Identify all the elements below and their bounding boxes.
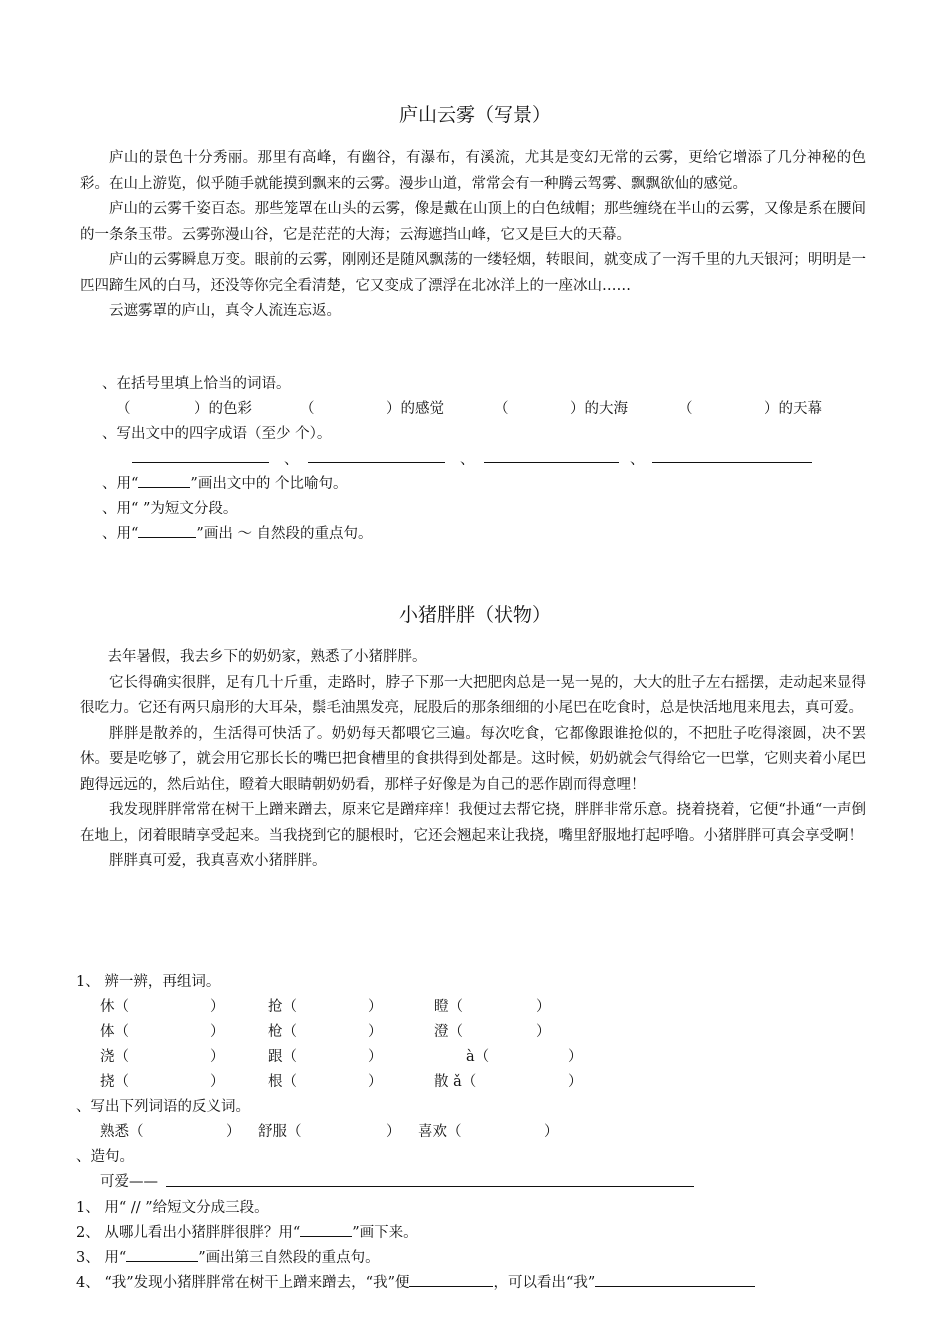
question-text: ”画出文中的 个比喻句。	[190, 476, 348, 492]
fill-item-feeling[interactable]: ）的感觉	[386, 401, 444, 417]
task-text: ”画下来。	[352, 1225, 418, 1241]
antonym-cell[interactable]: 熟悉（	[100, 1124, 144, 1140]
paragraph: 去年暑假，我去乡下的奶奶家，熟悉了小猪胖胖。	[107, 649, 427, 665]
fill-paren-open: （	[116, 401, 131, 417]
task-text: 4、 “我”发现小猪胖胖常在树干上蹭来蹭去，“我”便	[76, 1275, 410, 1291]
char-close: ）	[368, 1049, 383, 1065]
answer-blank[interactable]	[595, 1272, 755, 1287]
question-distinguish: 1、 辨一辨，再组词。	[76, 974, 221, 990]
question-fill-words: 、在括号里填上恰当的词语。	[102, 376, 291, 392]
fill-item-sea[interactable]: ）的大海	[570, 401, 628, 417]
piggy-passage	[80, 645, 866, 875]
underline-sample	[138, 523, 196, 538]
separator: 、	[460, 452, 475, 468]
task-fat-evidence	[76, 1221, 418, 1242]
title-lushan: 庐山云雾（写景）	[398, 104, 551, 126]
antonym-cell[interactable]: 喜欢（	[418, 1124, 462, 1140]
idiom-answer-line[interactable]	[652, 462, 812, 463]
idiom-answer-line[interactable]	[132, 462, 269, 463]
char-cell[interactable]: 瞪（	[434, 999, 463, 1015]
task-text: ，可以看出“我”	[493, 1275, 596, 1291]
paragraph: 庐山的云雾千姿百态。那些笼罩在山头的云雾，像是戴在山顶上的白色绒帽；那些缠绕在半山的云雾，又像是系在腰间的一条条玉带。云雾弥漫山谷，它是茫茫的大海；云海遮挡山峰，它又是巨大的天幕。	[80, 201, 866, 243]
char-close: ）	[210, 1049, 225, 1065]
question-idioms: 、写出文中的四字成语（至少 个）。	[102, 426, 332, 442]
paragraph: 它长得确实很胖，足有几十斤重，走路时，脖子下那一大把肥肉总是一晃一晃的，大大的肚子左右摇摆，走动起来显得很吃力。它还有两只扇形的大耳朵，鬃毛油黑发亮，屁股后的那条细细的小尾巴在吃食时，总是快活地甩来甩去，真可爱。	[80, 674, 866, 716]
paragraph: 云遮雾罩的庐山，真令人流连忘返。	[109, 303, 341, 319]
char-cell[interactable]: 散 ǎ（	[434, 1074, 477, 1090]
sentence-answer-line[interactable]	[166, 1186, 694, 1187]
underline-sample	[300, 1222, 352, 1237]
question-text: 、用“	[102, 476, 139, 492]
question-text: 、用“	[102, 526, 139, 542]
char-cell[interactable]: à（	[466, 1049, 490, 1065]
fill-paren-open: （	[678, 401, 693, 417]
char-close: ）	[368, 999, 383, 1015]
task-text: 2、 从哪儿看出小猪胖胖很胖？用“	[76, 1225, 301, 1241]
char-cell[interactable]: 浇（	[100, 1049, 129, 1065]
paragraph: 庐山的云雾瞬息万变。眼前的云雾，刚刚还是随风飘荡的一缕轻烟，转眼间，就变成了一泻千里的九天银河；明明是一匹四蹄生风的白马，还没等你完全看清楚，它又变成了漂浮在北冰洋上的一座冰山……	[80, 252, 866, 294]
fill-paren-open: （	[494, 401, 509, 417]
char-cell[interactable]: 体（	[100, 1024, 129, 1040]
char-close: ）	[568, 1049, 583, 1065]
question-sentence: 、造句。	[76, 1149, 134, 1165]
lushan-passage	[80, 146, 866, 325]
idiom-answer-line[interactable]	[484, 462, 619, 463]
task-inference	[76, 1271, 755, 1292]
question-antonyms: 、写出下列词语的反义词。	[76, 1099, 250, 1115]
char-close: ）	[210, 999, 225, 1015]
separator: 、	[284, 452, 299, 468]
task-key-sentence	[76, 1246, 380, 1267]
char-cell[interactable]: 澄（	[434, 1024, 463, 1040]
char-cell[interactable]: 休（	[100, 999, 129, 1015]
sentence-word: 可爱——	[100, 1174, 158, 1190]
question-metaphor	[102, 472, 347, 493]
char-cell[interactable]: 抢（	[268, 999, 297, 1015]
paragraph: 庐山的景色十分秀丽。那里有高峰，有幽谷，有瀑布，有溪流，尤其是变幻无常的云雾，更给它增添了几分神秘的色彩。在山上游览，似乎随手就能摸到飘来的云雾。漫步山道，常常会有一种腾云驾雾、飘飘欲仙的感觉。	[80, 150, 866, 192]
idiom-answer-line[interactable]	[308, 462, 445, 463]
char-cell[interactable]: 跟（	[268, 1049, 297, 1065]
char-cell[interactable]: 根（	[268, 1074, 297, 1090]
antonym-cell[interactable]: 舒服（	[258, 1124, 302, 1140]
underline-sample	[138, 473, 190, 488]
question-key-sentence	[102, 522, 373, 543]
fill-item-color[interactable]: ）的色彩	[194, 401, 252, 417]
char-close: ）	[368, 1074, 383, 1090]
fill-item-curtain[interactable]: ）的天幕	[764, 401, 822, 417]
task-text: ”画出第三自然段的重点句。	[198, 1250, 380, 1266]
task-divide: 1、 用“ // ”给短文分成三段。	[76, 1200, 269, 1216]
char-close: ）	[536, 1024, 551, 1040]
fill-paren-open: （	[300, 401, 315, 417]
char-close: ）	[210, 1074, 225, 1090]
question-divide: 、用“ ”为短文分段。	[102, 501, 238, 517]
char-cell[interactable]: 枪（	[268, 1024, 297, 1040]
task-text: 3、 用“	[76, 1250, 127, 1266]
antonym-close: ）	[226, 1124, 241, 1140]
title-piggy: 小猪胖胖（状物）	[398, 604, 551, 626]
antonym-close: ）	[544, 1124, 559, 1140]
paragraph: 胖胖是散养的，生活得可快活了。奶奶每天都喂它三遍。每次吃食，它都像跟谁抢似的，不把肚子吃得滚圆，决不罢休。要是吃够了，就会用它那长长的嘴巴把食槽里的食拱得到处都是。这时候，奶奶就会气得给它一巴掌，它则夹着小尾巴跑得远远的，然后站住，瞪着大眼睛朝奶奶看，那样子好像是为自己的恶作剧而得意哩！	[80, 725, 866, 793]
paragraph: 我发现胖胖常常在树干上蹭来蹭去，原来它是蹭痒痒！我便过去帮它挠，胖胖非常乐意。挠着挠着，它便“扑通“一声倒在地上，闭着眼睛享受起来。当我挠到它的腿根时，它还会翘起来让我挠，嘴里舒服地打起呼噜。小猪胖胖可真会享受啊！	[80, 802, 866, 844]
char-cell[interactable]: 挠（	[100, 1074, 129, 1090]
char-close: ）	[210, 1024, 225, 1040]
question-text: ”画出 ～ 自然段的重点句。	[196, 526, 373, 542]
answer-blank[interactable]	[409, 1272, 493, 1287]
underline-sample	[126, 1247, 198, 1262]
char-close: ）	[536, 999, 551, 1015]
antonym-close: ）	[386, 1124, 401, 1140]
char-close: ）	[568, 1074, 583, 1090]
paragraph: 胖胖真可爱，我真喜欢小猪胖胖。	[109, 853, 327, 869]
char-close: ）	[368, 1024, 383, 1040]
separator: 、	[630, 452, 645, 468]
